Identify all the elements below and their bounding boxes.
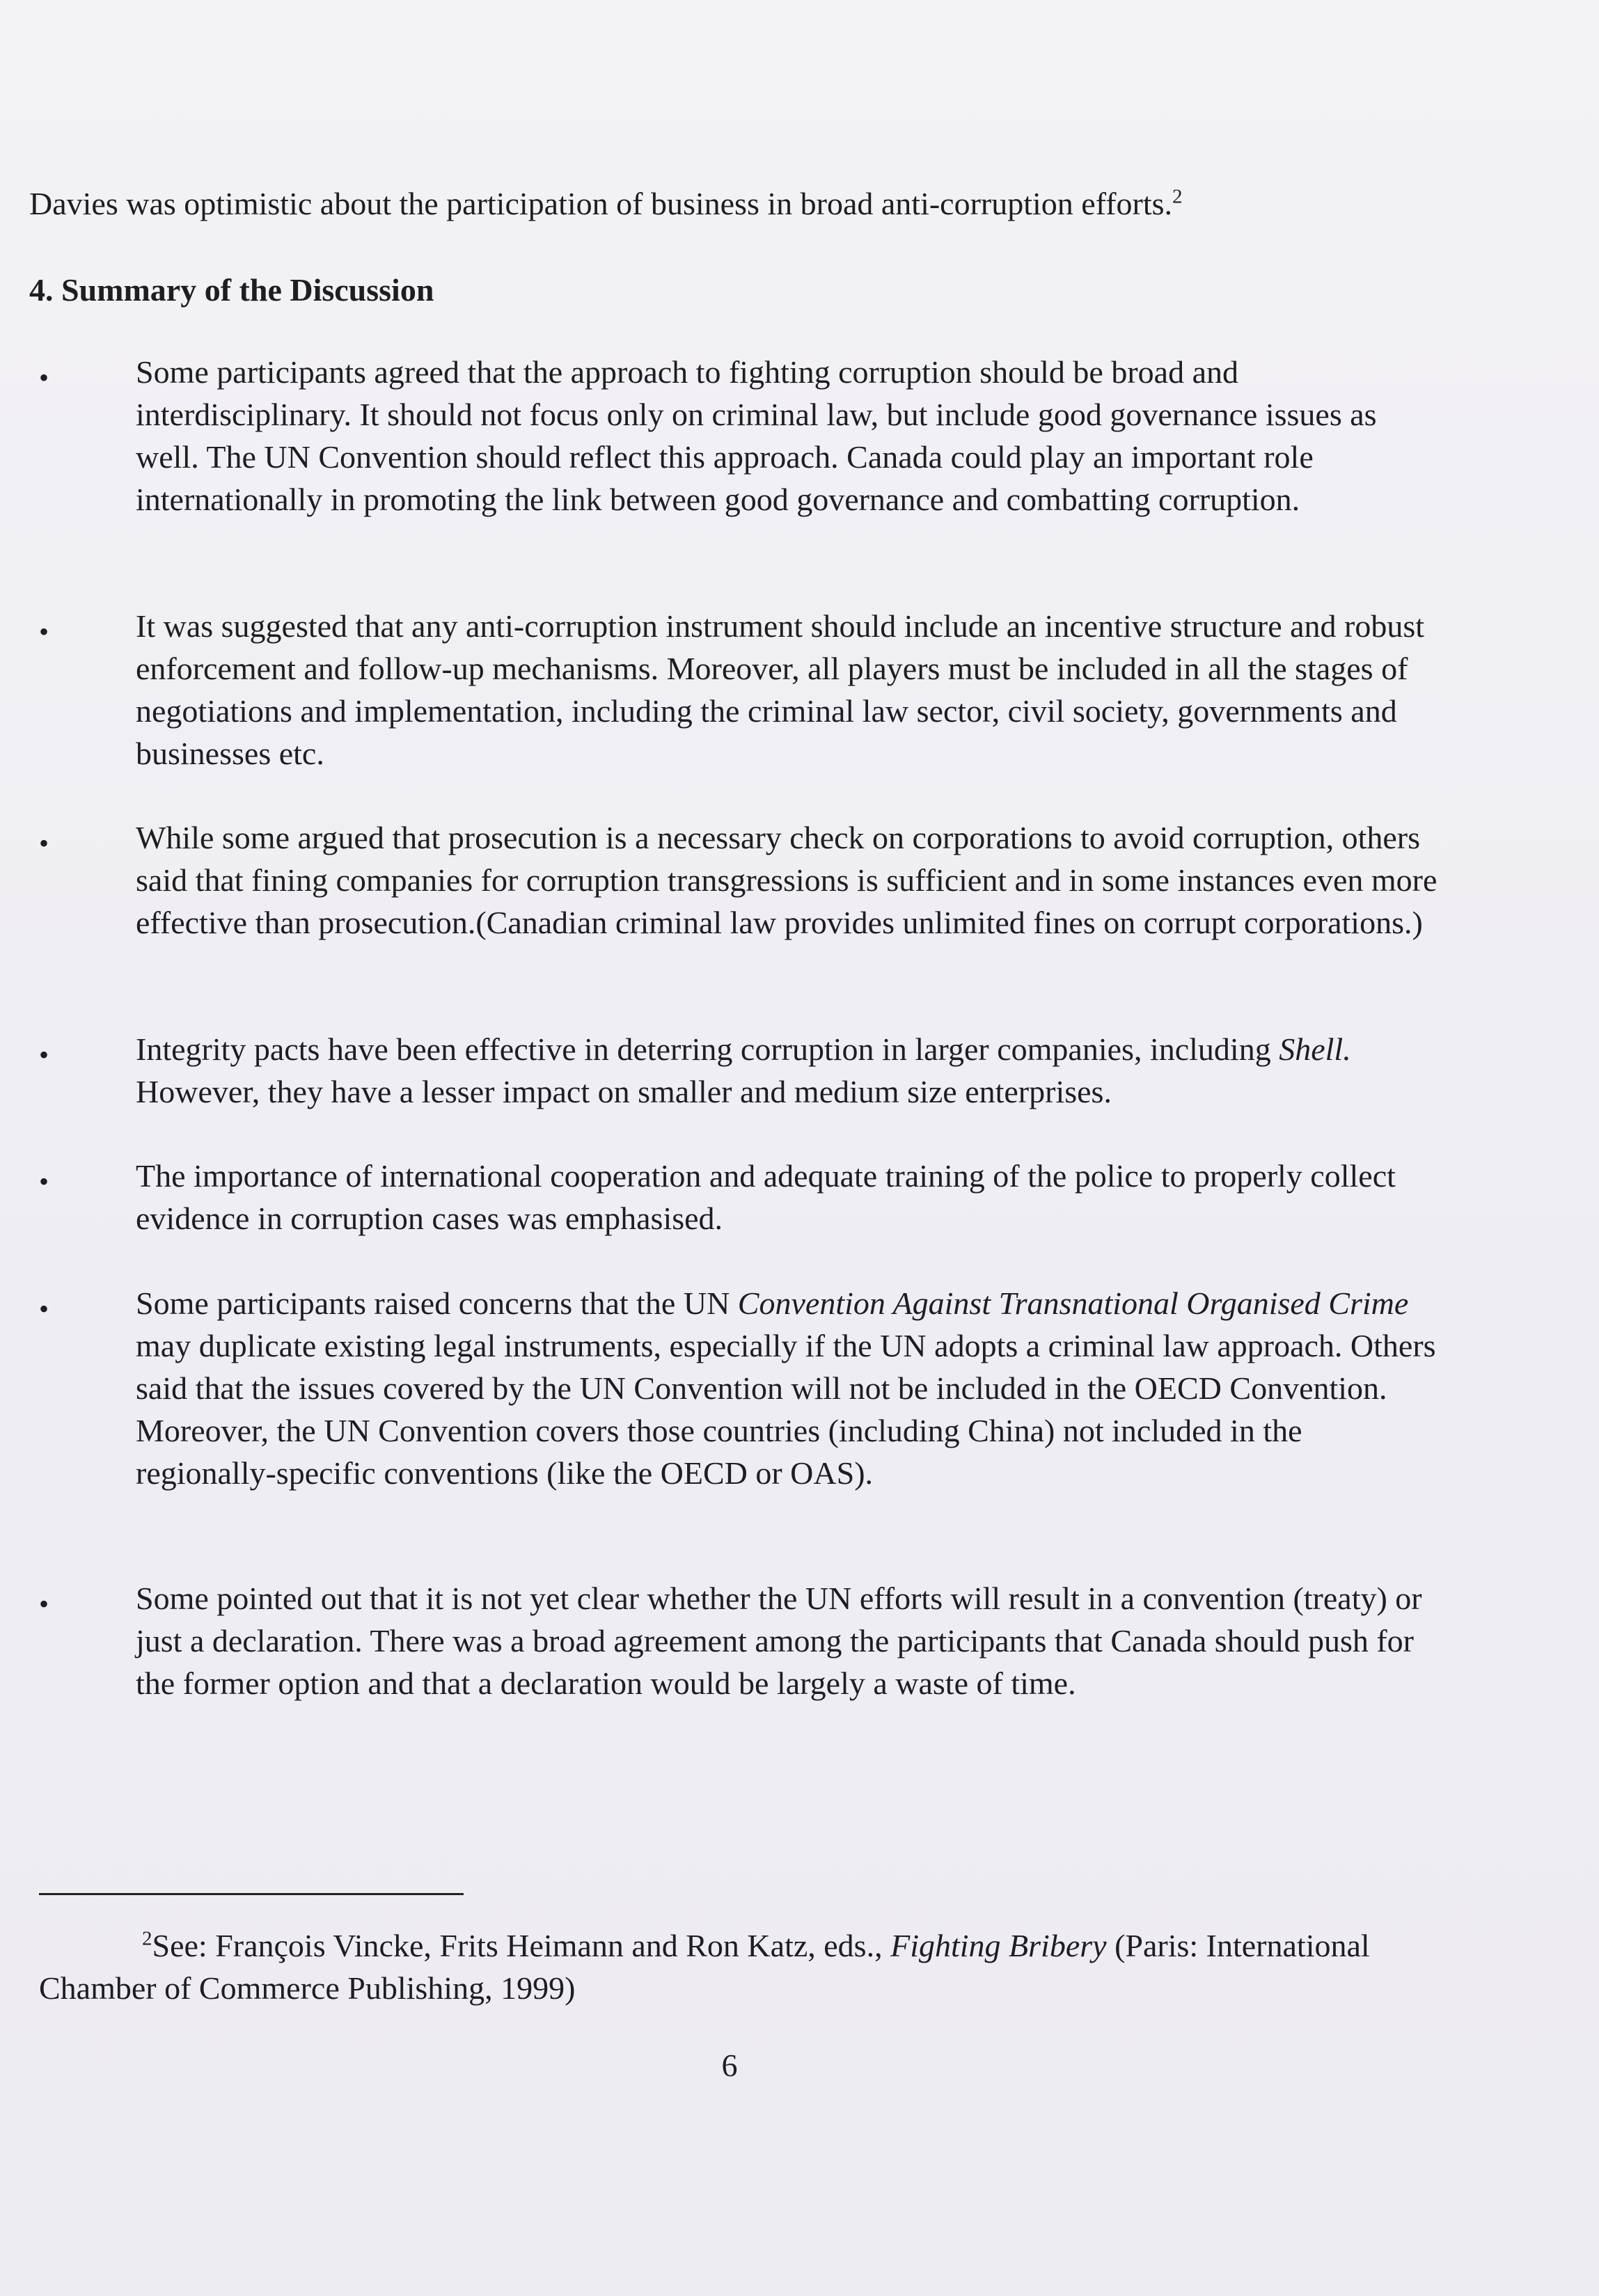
page-number: 6	[721, 2048, 738, 2083]
intro-text: Davies was optimistic about the participation of business in broad anti-corruption efforts.	[29, 186, 1173, 221]
bullet-icon: •	[39, 1293, 49, 1324]
bullet-icon: •	[39, 1166, 49, 1197]
bullet-text: While some argued that prosecution is a necessary check on corporations to avoid corruption, others said that fining companies for corruption transgressions is sufficient and in some instances even more effective than prosecution.(Canadian criminal law provides unlimited fines on corrupt corporations.)	[136, 820, 1437, 940]
bullet-text: Integrity pacts have been effective in deterring corruption in larger companies, including Shell. However, they have a lesser impact on smaller and medium size enterprises.	[136, 1031, 1351, 1109]
bullet-icon: •	[39, 828, 49, 859]
bullet-icon: •	[39, 616, 49, 647]
intro-paragraph	[29, 182, 1526, 225]
bullet-icon: •	[39, 362, 49, 393]
bullet-text: The importance of international cooperation and adequate training of the police to properly collect evidence in corruption cases was emphasised.	[136, 1158, 1396, 1236]
footnote-marker: 2	[142, 1927, 152, 1950]
footnote-reference: 2	[1172, 185, 1183, 208]
bullet-text: Some participants raised concerns that the UN Convention Against Transnational Organised Crime may duplicate existing legal instruments, especially if the UN adopts a criminal law approach. Others said that the issues covered by the UN Convention will not be included in the OECD Convention. Moreover, the UN Convention covers those countries (including China) not included in the regionally-specific conventions (like the OECD or OAS).	[136, 1285, 1436, 1491]
section-heading: 4. Summary of the Discussion	[29, 272, 434, 308]
bullet-icon: •	[39, 1039, 49, 1070]
bullet-text: Some pointed out that it is not yet clear whether the UN efforts will result in a convention (treaty) or just a declaration. There was a broad agreement among the participants that Canada should push for the former option and that a declaration would be largely a waste of time.	[136, 1581, 1422, 1701]
footnote: $^2$See: François Vincke, Frits Heimann and Ron Katz, eds., Fighting Bribery (Paris: International Chamber of Commerce Publishing, 1999)	[39, 1927, 1370, 2006]
bullet-text: It was suggested that any anti-corruption instrument should include an incentive structure and robust enforcement and follow-up mechanisms. Moreover, all players must be included in all the stages of negotiations and implementation, including the criminal law sector, civil society, governments and businesses etc.	[136, 608, 1425, 771]
bullet-text: Some participants agreed that the approach to fighting corruption should be broad and interdisciplinary. It should not focus only on criminal law, but include good governance issues as well. The UN Convention should reflect this approach. Canada could play an important role internationally in promoting the link between good governance and combatting corruption.	[136, 354, 1377, 517]
bullet-icon: •	[39, 1588, 49, 1620]
footnote-separator	[39, 1893, 464, 1895]
footnote-book-title: Fighting Bribery	[890, 1928, 1107, 1963]
